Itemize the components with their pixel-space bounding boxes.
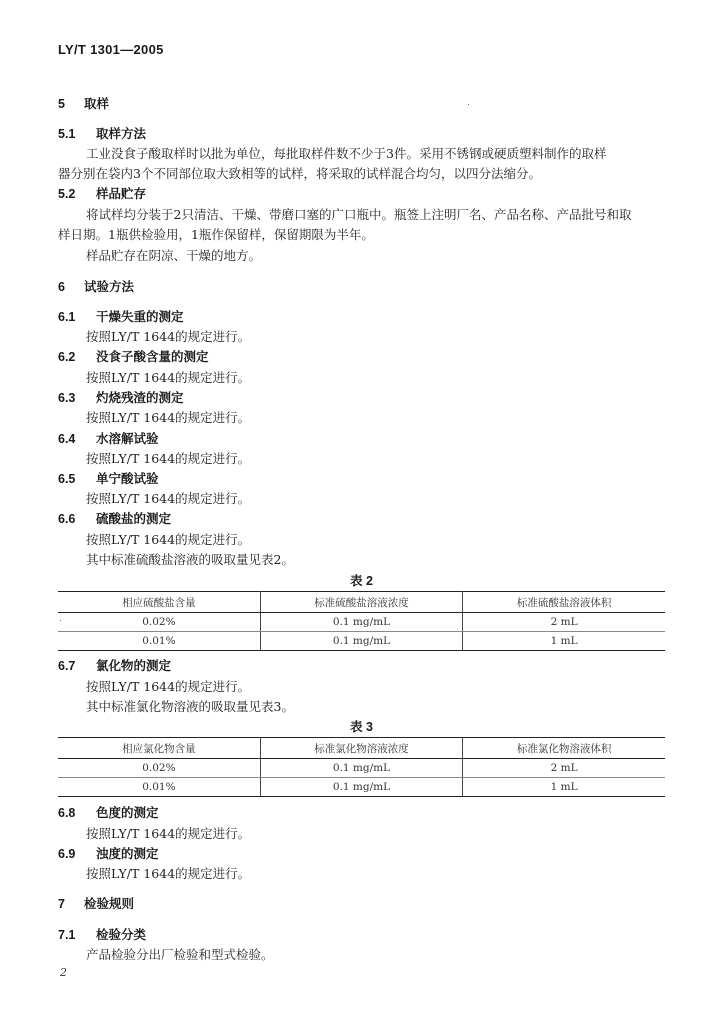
section-6-2-heading: 6.2 没食子酸含量的测定 [58,350,209,364]
table-cell: 0.1 mg/mL [260,632,462,651]
section-6-4-text: 按照LY/T 1644的规定进行。 [86,451,251,466]
table-row [58,778,665,797]
section-5-1-text-line-1: 工业没食子酸取样时以批为单位，每批取样件数不少于3件。采用不锈钢或硬质塑料制作的取样 [86,146,607,161]
section-6-7-text-2: 其中标准氯化物溶液的吸取量见表3。 [86,699,294,714]
section-6-6-heading: 6.6 硫酸盐的测定 [58,512,172,526]
section-6-9-heading: 6.9 浊度的测定 [58,847,159,861]
section-7-heading: 7 检验规则 [58,897,135,911]
section-6-2-text: 按照LY/T 1644的规定进行。 [86,370,251,385]
section-6-9-text: 按照LY/T 1644的规定进行。 [86,866,251,881]
table-header-cell: 相应硫酸盐含量 [58,592,260,613]
section-6-6-text: 按照LY/T 1644的规定进行。 [86,532,251,547]
table-cell: 0.02% [58,759,260,778]
standard-number-header: LY/T 1301—2005 [58,42,164,57]
section-5-2-heading: 5.2 样品贮存 [58,187,147,201]
section-6-8-heading: 6.8 色度的测定 [58,806,159,820]
page-number: 2 [60,966,67,979]
table-2 [58,591,665,651]
section-6-7-heading: 6.7 氯化物的测定 [58,659,172,673]
section-6-1-heading: 6.1 干燥失重的测定 [58,310,184,324]
section-6-6-text-2: 其中标准硫酸盐溶液的吸取量见表2。 [86,552,294,567]
table-cell: 1 mL [463,778,665,797]
table-header-cell: 标准氯化物溶液体积 [463,738,665,759]
table-header-row [58,592,665,613]
section-5-2-text-line-2: 样日期。1瓶供检验用，1瓶作保留样，保留期限为半年。 [58,227,374,242]
table-row [58,632,665,651]
table-cell: 2 mL [463,759,665,778]
section-5-2-text-line-3: 样品贮存在阴凉、干燥的地方。 [86,248,262,263]
table-header-cell: 相应氯化物含量 [58,738,260,759]
section-5-heading: 5 取样 [58,97,110,111]
table-cell: 0.01% [142,781,176,793]
section-6-5-heading: 6.5 单宁酸试验 [58,472,159,486]
table-header-cell: 标准硫酸盐溶液体积 [463,592,665,613]
table-cell: 0.01% [142,635,176,647]
table-row [58,613,665,632]
table-header-cell: 标准硫酸盐溶液浓度 [260,592,462,613]
section-6-3-heading: 6.3 灼烧残渣的测定 [58,391,184,405]
section-6-4-heading: 6.4 水溶解试验 [58,432,159,446]
table-cell: 0.1 mg/mL [260,613,462,632]
table-cell: 0.1 mg/mL [260,778,462,797]
table-2-caption: 表 2 [350,574,373,588]
section-6-7-text: 按照LY/T 1644的规定进行。 [86,679,251,694]
table-3-caption: 表 3 [350,720,373,734]
section-6-5-text: 按照LY/T 1644的规定进行。 [86,491,251,506]
section-5-2-text-line-1: 将试样均分装于2只清洁、干燥、带磨口塞的广口瓶中。瓶签上注明厂名、产品名称、产品批号和取 [86,207,632,222]
section-6-heading: 6 试验方法 [58,280,135,294]
scan-speck [468,104,469,105]
section-5-1-text-line-2: 器分别在袋内3个不同部位取大致相等的试样，将采取的试样混合均匀，以四分法缩分。 [58,166,541,181]
table-cell: 2 mL [463,613,665,632]
scan-speck [60,620,61,621]
section-6-8-text: 按照LY/T 1644的规定进行。 [86,826,251,841]
table-cell: 1 mL [463,632,665,651]
section-6-3-text: 按照LY/T 1644的规定进行。 [86,410,251,425]
table-3 [58,737,665,797]
table-header-cell: 标准氯化物溶液浓度 [260,738,462,759]
section-6-1-text: 按照LY/T 1644的规定进行。 [86,329,251,344]
section-7-1-text: 产品检验分出厂检验和型式检验。 [86,947,274,962]
table-cell: 0.1 mg/mL [260,759,462,778]
table-cell: 0.02% [58,613,260,632]
section-5-1-heading: 5.1 取样方法 [58,127,147,141]
section-7-1-heading: 7.1 检验分类 [58,928,147,942]
table-header-row [58,738,665,759]
table-row [58,759,665,778]
